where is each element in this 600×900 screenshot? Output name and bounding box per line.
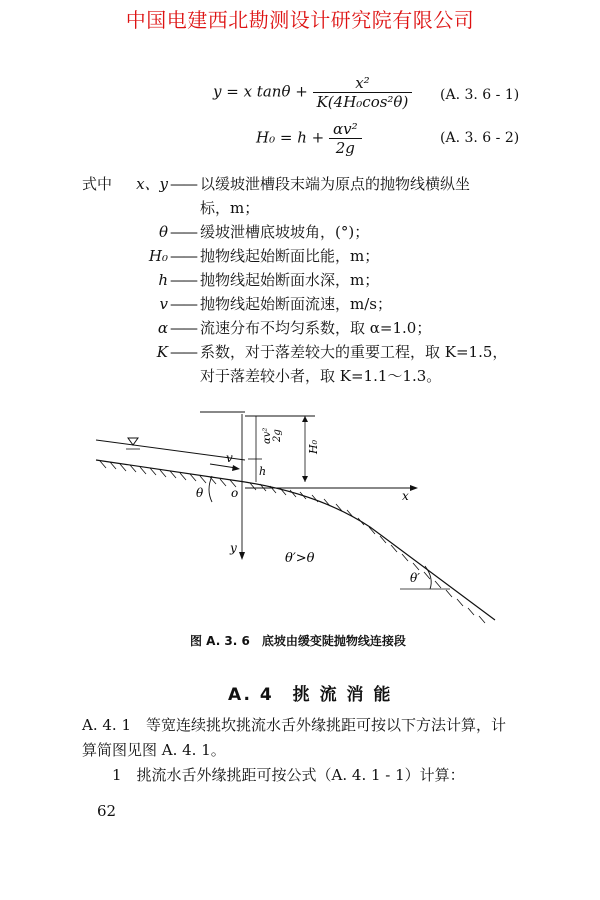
variable-symbol: K [156,343,168,361]
section-title: A. 4 挑 流 消 能 [228,685,393,705]
variable-symbol: θ [158,223,168,241]
y-axis-arrow [239,552,245,560]
h0-arrow-bottom [302,476,308,482]
label-o: o [231,486,239,500]
velocity-arrowhead [232,465,240,471]
definition-dash: —— [170,247,196,265]
variable-description: 流速分布不均匀系数，取 α=1.0； [200,319,432,337]
label-y: y [230,541,237,555]
h0-arrow-top [302,416,308,422]
equation-lhs: H₀ = h + [256,128,325,147]
variable-symbol: H₀ [148,247,168,265]
fraction-denominator: K(4H₀cos²θ) [316,93,409,111]
variable-description: 抛物线起始断面流速，m/s； [200,295,392,313]
water-level-icon [128,438,138,445]
paragraph-a41 [82,713,552,763]
label-relation: θ′>θ [285,551,315,566]
paragraph-line: A. 4. 1 等宽连续挑坎挑流水舌外缘挑距可按以下方法计算，计 [82,716,506,734]
watermark-text: 中国电建西北勘测设计研究院有限公司 [125,8,475,32]
page-number: 62 [97,802,117,820]
label-h0: H₀ [307,439,320,454]
label-alpha-v2: αv² [262,427,273,444]
bed-hatching [100,461,485,623]
variable-description: 缓坡泄槽底坡坡角，(°)； [200,223,370,241]
variable-description: 对于落差较小者，取 K=1.1～1.3。 [200,367,442,385]
definition-dash: —— [170,271,196,289]
label-theta: θ [196,486,204,500]
variable-description: 抛物线起始断面水深，m； [200,271,380,289]
variable-symbol: v [159,295,168,313]
label-x: x [402,489,409,503]
definition-dash: —— [170,295,196,313]
label-v: v [226,451,233,465]
water-surface [96,440,245,460]
fraction-denominator: 2g [335,139,355,157]
variable-description: 以缓坡泄槽段末端为原点的抛物线横纵坐 [200,175,471,193]
fraction-numerator: αv² [329,120,362,139]
definition-dash: —— [170,223,196,241]
paragraph-line: 算简图见图 A. 4. 1。 [82,741,226,759]
paragraph-item-1: 1 挑流水舌外缘挑距可按公式（A. 4. 1 - 1）计算： [112,766,465,784]
definition-dash: —— [170,175,196,193]
figure-diagram [0,402,600,632]
x-axis-arrow [410,485,418,491]
variable-description: 系数，对于落差较大的重要工程，取 K=1.5， [200,343,508,361]
definition-dash: —— [170,319,196,337]
equation-number: (A. 3. 6 - 1) [440,87,520,103]
fraction-numerator: x² [313,74,413,93]
theta-arc [209,476,212,502]
equation-lhs: y = x tanθ + [213,82,308,101]
where-label: 式中 [82,175,113,193]
variable-symbol: x、y [136,175,168,193]
theta-prime-arc [425,566,431,589]
variable-description: 抛物线起始断面比能，m； [200,247,380,265]
figure-caption: 图 A. 3. 6 底坡由缓变陡抛物线连接段 [190,634,406,648]
variable-symbol: α [157,319,168,337]
variable-description: 标，m； [200,199,260,217]
label-theta-prime: θ′ [410,571,420,585]
label-2g: 2g [272,429,283,442]
variable-symbol: h [158,271,168,289]
definition-dash: —— [170,343,196,361]
label-h: h [259,465,267,478]
equation-number: (A. 3. 6 - 2) [440,130,520,146]
